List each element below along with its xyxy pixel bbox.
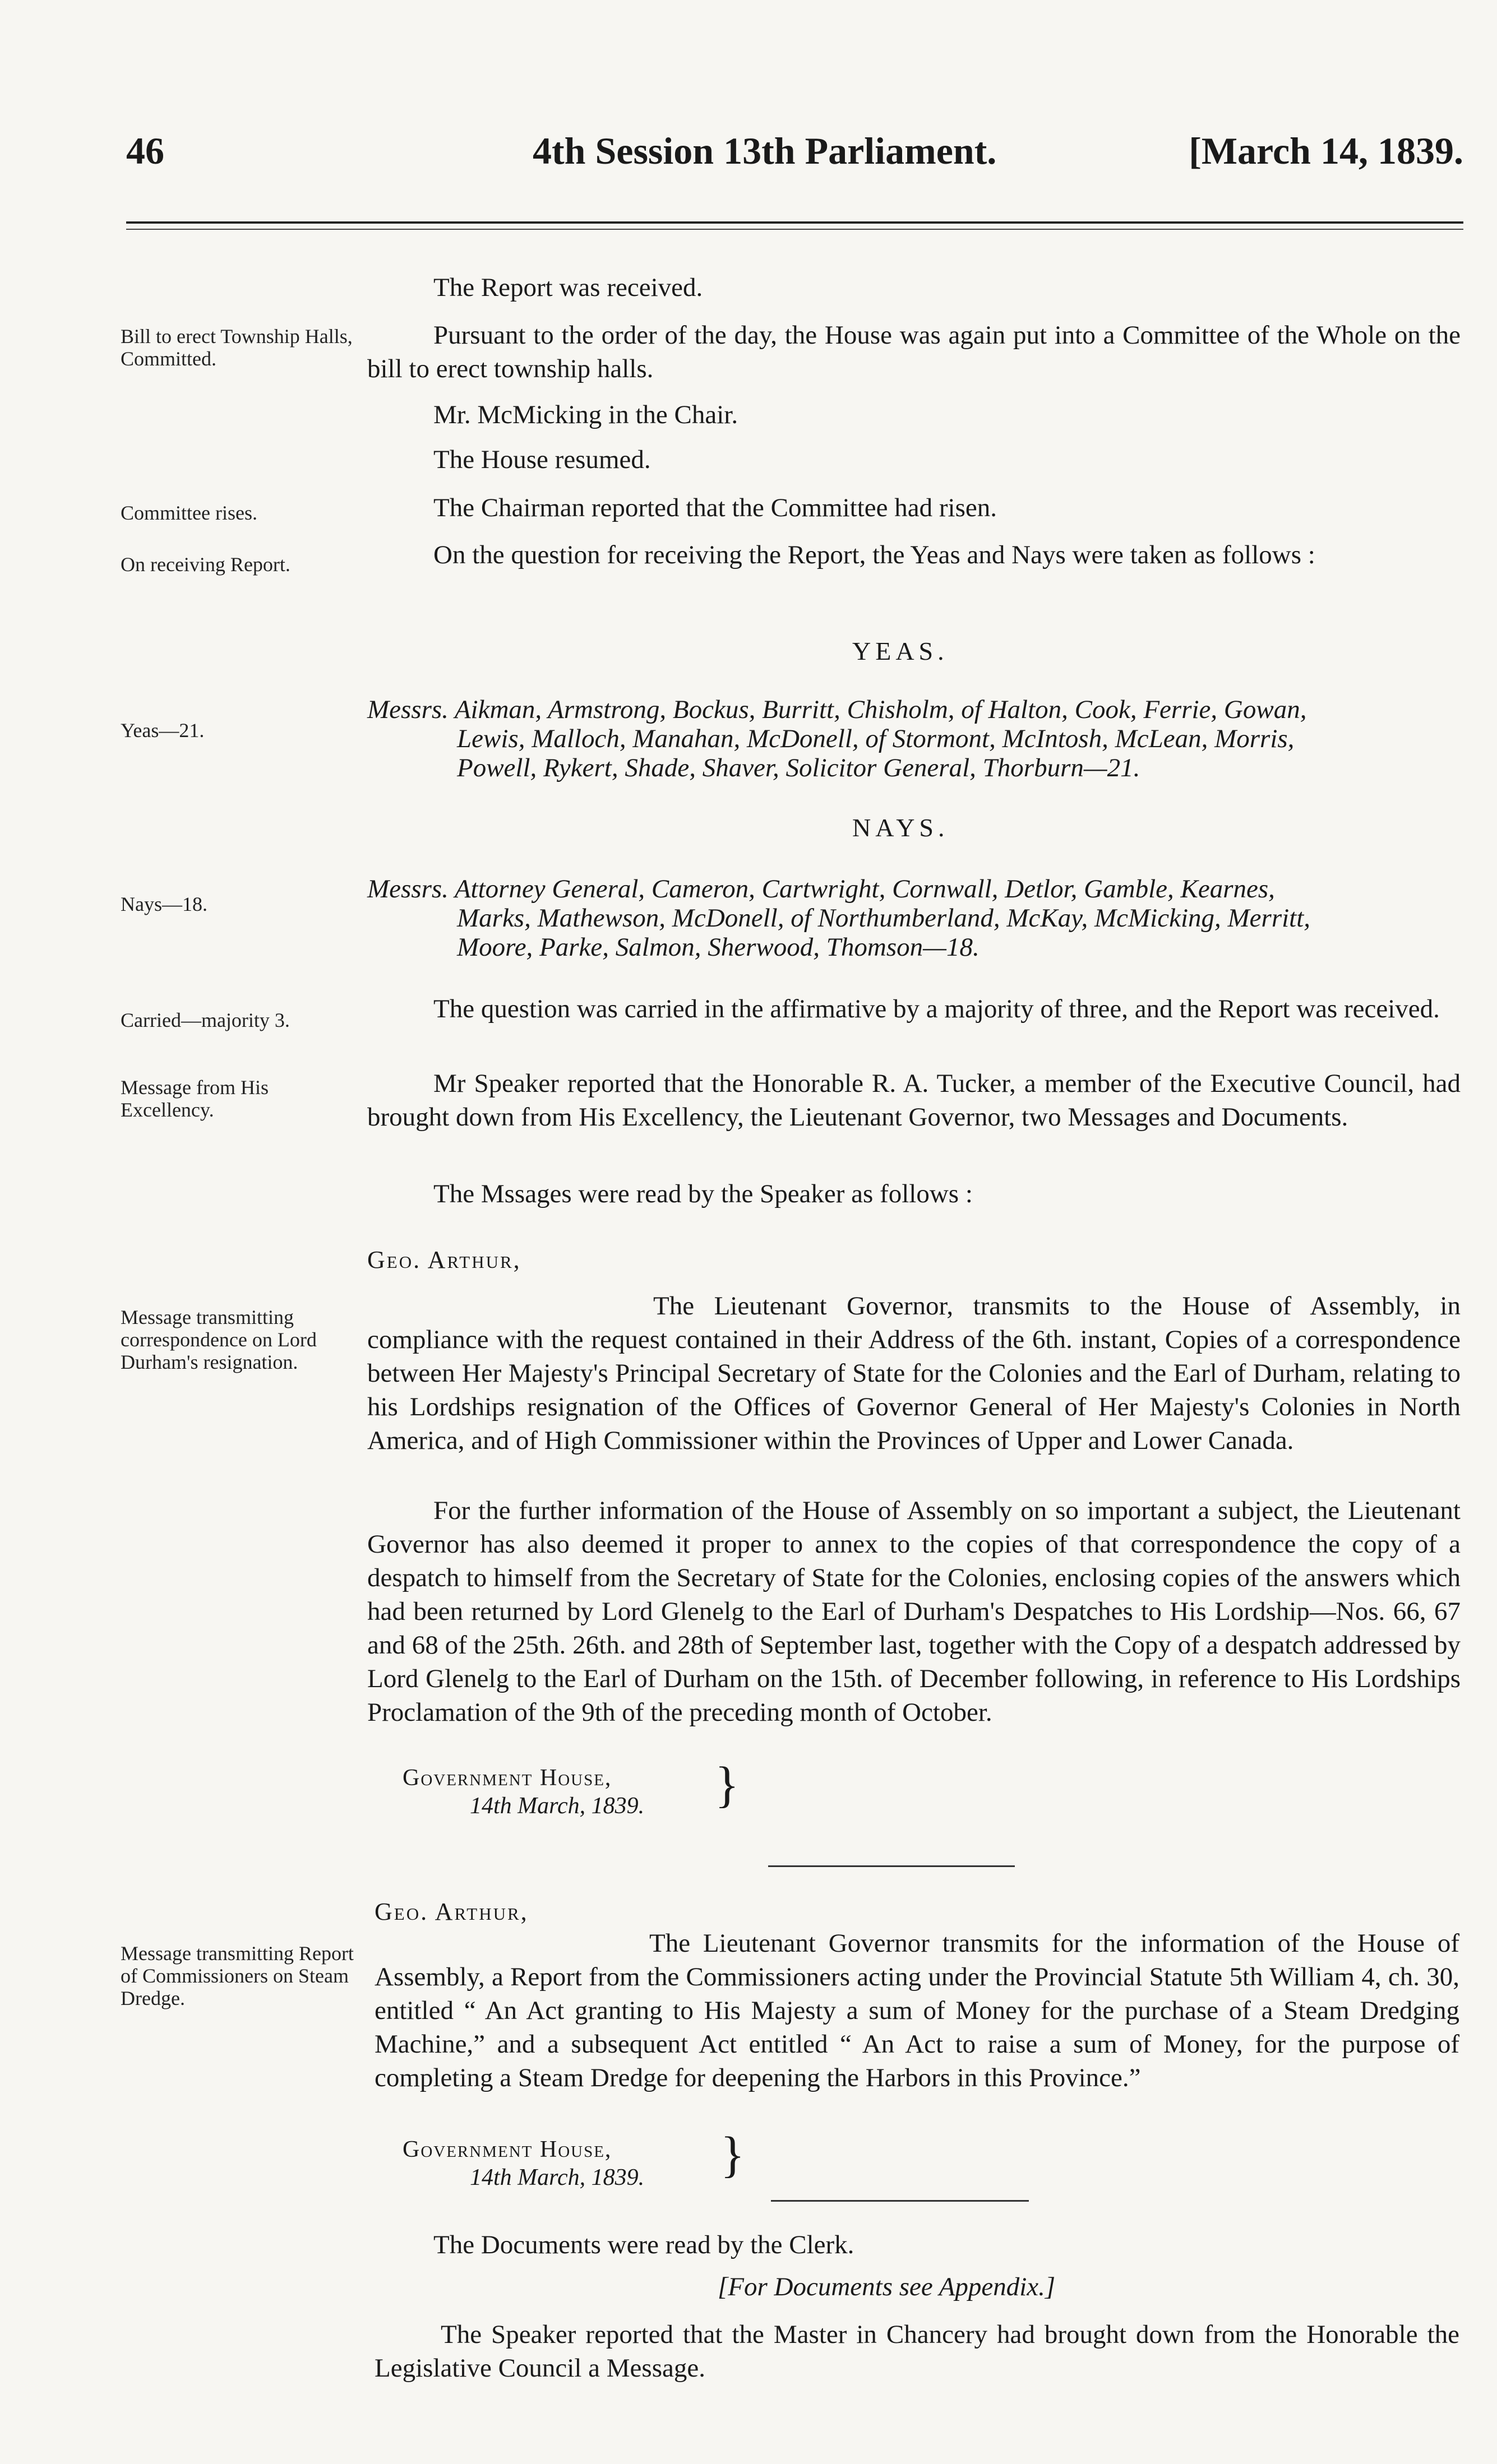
paragraph-yeas-nays: On the question for receiving the Report, the Yeas and Nays were taken as follows : (433, 540, 1315, 569)
nays-line: Messrs. Attorney General, Cameron, Cartwright, Cornwall, Detlor, Gamble, Kearnes, (367, 874, 1275, 904)
header-rule-thin (126, 229, 1463, 230)
nays-names (367, 874, 1461, 962)
report-received-line: The Report was received. (433, 273, 703, 302)
margin-note-durham: Message transmitting correspondence on Lord Durham's resignation. (121, 1306, 317, 1373)
page-number: 46 (126, 129, 164, 172)
house-resumed-line: The House resumed. (433, 445, 651, 474)
messages-read-line: The Mssages were read by the Speaker as follows : (433, 1179, 973, 1208)
margin-note-message: Message from His Excellency. (121, 1076, 269, 1121)
margin-note-nays: Nays—18. (121, 893, 207, 915)
page-header (126, 129, 1463, 196)
session-title: 4th Session 13th Parliament. (533, 129, 997, 172)
paragraph-carried: The question was carried in the affirmative by a majority of three, and the Report was received. (433, 994, 1440, 1023)
message-durham-para2: For the further information of the House of Assembly on so important a subject, the Lieutenant Governor has also deemed it proper to annex to the copies of that correspondence the copy of a despatch to himself from the Secretary of State for the Colonies, enclosing copies of the answers which had been returned by Lord Glenelg to the Earl of Durham's Despatches to His Lordship—Nos. 66, 67 and 68 of the 25th. 26th. and 28th of September last, together with the Copy of a despatch addressed by Lord Glenelg to the Earl of Durham on the 15th. of December following, in reference to His Lordships Proclamation of the 9th of the preceding month of October. (367, 1496, 1461, 1727)
government-house-1 (403, 1764, 644, 1820)
nays-line: Moore, Parke, Salmon, Sherwood, Thomson—18. (457, 933, 979, 962)
government-house-2 (403, 2136, 644, 2192)
signature-geo-arthur-1: Geo. Arthur, (367, 1246, 521, 1273)
government-house-label: Government House, (403, 1765, 612, 1791)
chairman-reported-line: The Chairman reported that the Committee had risen. (433, 493, 997, 522)
separator-rule-1 (768, 1865, 1015, 1867)
nays-heading: NAYS. (852, 813, 949, 842)
paragraph-master-chancery: The Speaker reported that the Master in Chancery had brought down from the Honorable the Legislative Council a Message. (375, 2320, 1459, 2383)
signature-geo-arthur-2: Geo. Arthur, (375, 1898, 529, 1925)
yeas-line: Lewis, Malloch, Manahan, McDonell, of Stormont, McIntosh, McLean, Morris, (457, 724, 1295, 753)
brace-2: } (720, 2127, 745, 2183)
message-dredge-para: The Lieutenant Governor transmits for the information of the House of Assembly, a Report from the Commissioners acting under the Provincial Statute 5th William 4, ch. 30, entitled “ An Act granting to His Majesty a sum of Money for the purchase of a Steam Dredging Machine,” and a subsequent Act entitled “ An Act to raise a sum of Money, for the purpose of completing a Steam Dredge for deepening the Harbors in this Province.” (375, 1929, 1459, 2092)
header-rule (126, 221, 1463, 224)
brace-1: } (715, 1757, 740, 1813)
yeas-line: Messrs. Aikman, Armstrong, Bockus, Burritt, Chisholm, of Halton, Cook, Ferrie, Gowan, (367, 695, 1307, 724)
yeas-line: Powell, Rykert, Shade, Shaver, Solicitor General, Thorburn—21. (457, 753, 1140, 782)
header-date: [March 14, 1839. (1189, 129, 1463, 172)
government-house-label: Government House, (403, 2137, 612, 2162)
government-house-date: 14th March, 1839. (470, 2165, 645, 2190)
chair-line: Mr. McMicking in the Chair. (433, 400, 738, 429)
margin-note-dredge: Message transmitting Report of Commissioners on Steam Dredge. (121, 1942, 354, 2009)
message-durham-para1: The Lieutenant Governor, transmits to the House of Assembly, in compliance with the request contained in their Address of the 6th. instant, Copies of a correspondence between Her Majesty's Principal Secretary of State for the Colonies and the Earl of Durham, relating to his Lordships resignation of the Offices of Governor General of Her Majesty's Colonies in North America, and of High Commissioner within the Provinces of Upper and Lower Canada. (367, 1291, 1461, 1455)
yeas-heading: YEAS. (852, 637, 949, 665)
yeas-names (367, 695, 1461, 782)
margin-note-carried: Carried—majority 3. (121, 1009, 290, 1031)
appendix-note: [For Documents see Appendix.] (718, 2272, 1056, 2301)
government-house-date: 14th March, 1839. (470, 1793, 645, 1819)
paragraph-committee-bill: Pursuant to the order of the day, the House was again put into a Committee of the Whole on the bill to erect township halls. (367, 321, 1461, 383)
margin-note-bill: Bill to erect Township Halls, Committed. (121, 325, 353, 370)
margin-note-rises: Committee rises. (121, 502, 257, 524)
documents-read-line: The Documents were read by the Clerk. (433, 2230, 854, 2259)
paragraph-speaker-message: Mr Speaker reported that the Honorable R. A. Tucker, a member of the Executive Council, had brought down from His Excellency, the Lieutenant Governor, two Messages and Documents. (367, 1069, 1461, 1132)
margin-note-yeas: Yeas—21. (121, 719, 205, 742)
margin-note-receiving: On receiving Report. (121, 553, 290, 576)
nays-line: Marks, Mathewson, McDonell, of Northumberland, McKay, McMicking, Merritt, (457, 904, 1311, 933)
separator-rule-2 (771, 2200, 1029, 2202)
